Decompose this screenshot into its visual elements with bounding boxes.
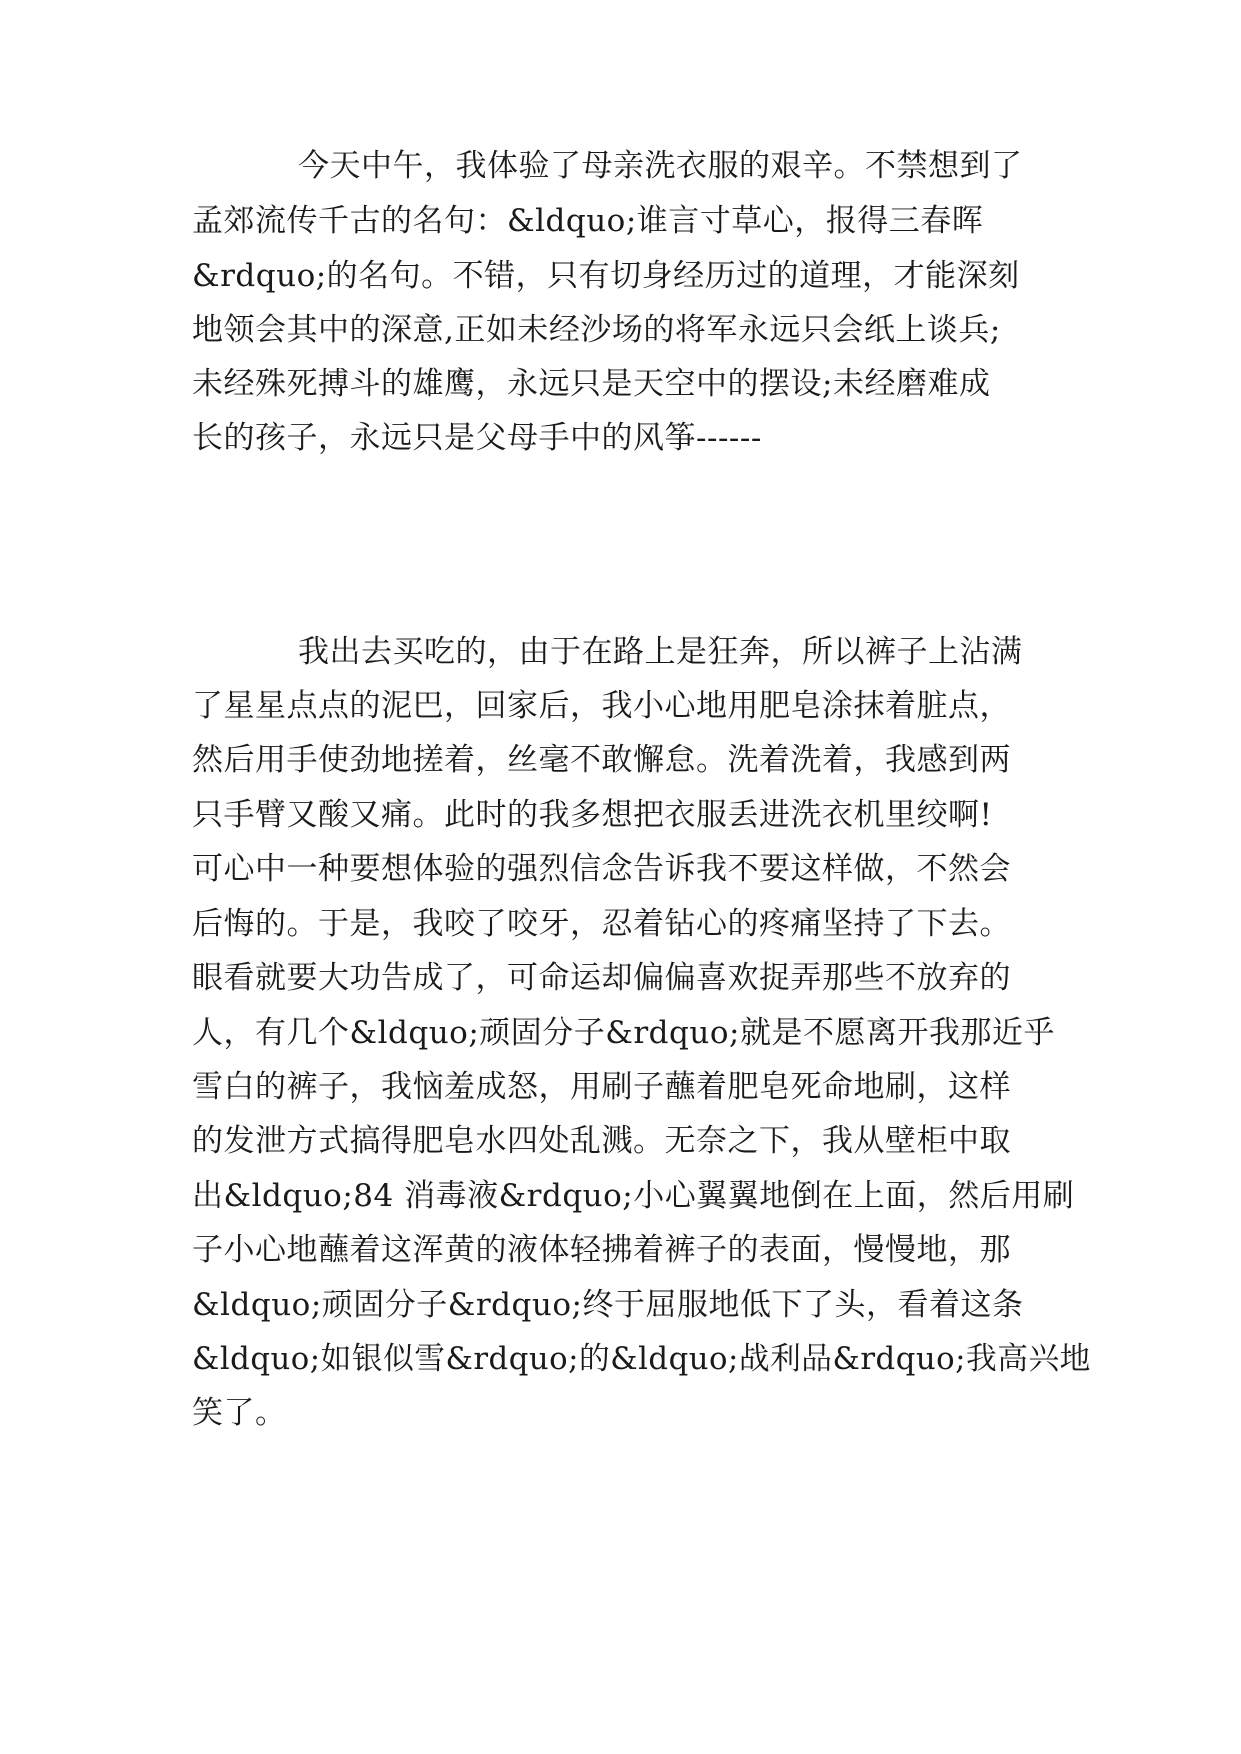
paragraph-line: 雪白的裤子，我恼羞成怒，用刷子蘸着肥皂死命地刷，这样 bbox=[192, 1069, 1011, 1105]
paragraph-line: 出&ldquo;84 消毒液&rdquo;小心翼翼地倒在上面，然后用刷 bbox=[192, 1178, 1075, 1214]
paragraph-line: 长的孩子，永远只是父母手中的风筝------ bbox=[192, 420, 762, 456]
paragraph-line: 孟郊流传千古的名句：&ldquo;谁言寸草心，报得三春晖 bbox=[192, 203, 984, 239]
paragraph-line: 今天中午，我体验了母亲洗衣服的艰辛。不禁想到了 bbox=[298, 148, 1023, 184]
paragraph-line: &ldquo;顽固分子&rdquo;终于屈服地低下了头，看着这条 bbox=[192, 1287, 1024, 1323]
paragraph-line: 的发泄方式搞得肥皂水四处乱溅。无奈之下，我从壁柜中取 bbox=[192, 1123, 1011, 1159]
paragraph-line: 后悔的。于是，我咬了咬牙，忍着钻心的疼痛坚持了下去。 bbox=[192, 906, 1011, 942]
paragraph-line: 只手臂又酸又痛。此时的我多想把衣服丢进洗衣机里绞啊! bbox=[192, 797, 993, 833]
paragraph-line: 眼看就要大功告成了，可命运却偏偏喜欢捉弄那些不放弃的 bbox=[192, 960, 1011, 996]
paragraph-line: 人，有几个&ldquo;顽固分子&rdquo;就是不愿离开我那近乎 bbox=[192, 1015, 1055, 1051]
paragraph-line: 然后用手使劲地搓着，丝毫不敢懈怠。洗着洗着，我感到两 bbox=[192, 742, 1011, 778]
paragraph-line: 笑了。 bbox=[192, 1395, 287, 1431]
paragraph-line: 未经殊死搏斗的雄鹰，永远只是天空中的摆设;未经磨难成 bbox=[192, 366, 991, 402]
paragraph-line: 地领会其中的深意,正如未经沙场的将军永远只会纸上谈兵; bbox=[192, 312, 1001, 348]
paragraph-line: &rdquo;的名句。不错，只有切身经历过的道理，才能深刻 bbox=[192, 258, 1020, 294]
paragraph-line: 我出去买吃的，由于在路上是狂奔，所以裤子上沾满 bbox=[298, 634, 1023, 670]
paragraph-line: 可心中一种要想体验的强烈信念告诉我不要这样做，不然会 bbox=[192, 851, 1011, 887]
paragraph-line: 子小心地蘸着这浑黄的液体轻拂着裤子的表面，慢慢地，那 bbox=[192, 1232, 1011, 1268]
paragraph-line: &ldquo;如银似雪&rdquo;的&ldquo;战利品&rdquo;我高兴地 bbox=[192, 1341, 1091, 1377]
paragraph-line: 了星星点点的泥巴，回家后，我小心地用肥皂涂抹着脏点， bbox=[192, 688, 1011, 724]
